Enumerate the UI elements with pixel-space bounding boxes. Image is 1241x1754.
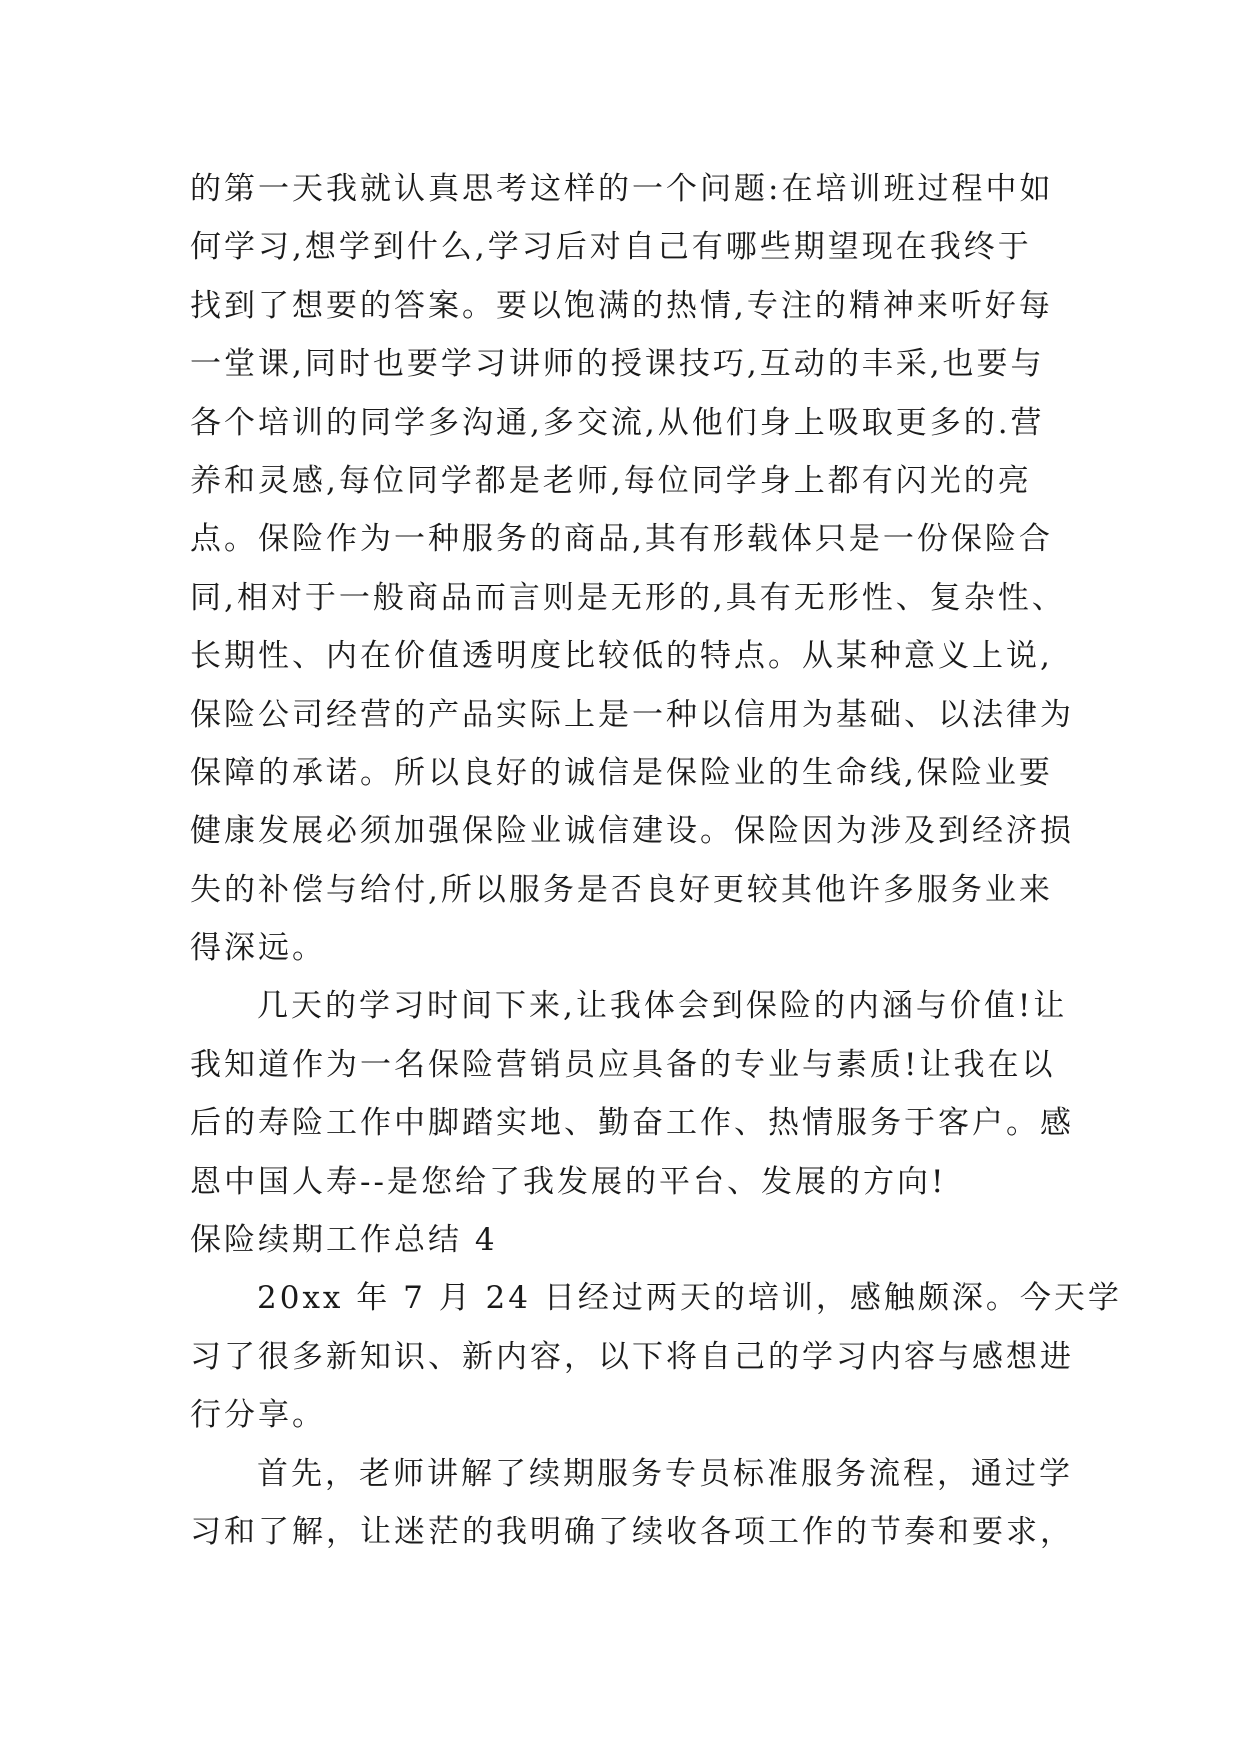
document-body (190, 160, 1122, 1561)
text-line: 何学习,想学到什么,学习后对自己有哪些期望现在我终于 (190, 229, 1032, 266)
text-line: 保险公司经营的产品实际上是一种以信用为基础、以法律为 (190, 696, 1074, 733)
text-line: 习和了解，让迷茫的我明确了续收各项工作的节奏和要求， (190, 1513, 1074, 1550)
text-line: 失的补偿与给付,所以服务是否良好更较其他许多服务业来 (190, 871, 1053, 908)
text-line: 行分享。 (190, 1397, 326, 1434)
text-line: 的第一天我就认真思考这样的一个问题:在培训班过程中如 (190, 171, 1054, 207)
paragraph-first-line: 20xx 年 7 月 24 日经过两天的培训，感触颇深。今天学 (257, 1280, 1122, 1317)
section-heading: 保险续期工作总结 4 (190, 1222, 498, 1259)
paragraph-first-line: 几天的学习时间下来,让我体会到保险的内涵与价值!让 (257, 988, 1068, 1025)
text-line: 后的寿险工作中脚踏实地、勤奋工作、热情服务于客户。感 (190, 1105, 1074, 1142)
text-line: 我知道作为一名保险营销员应具备的专业与素质!让我在以 (190, 1046, 1056, 1083)
text-line: 点。保险作为一种服务的商品,其有形载体只是一份保险合 (190, 521, 1053, 558)
text-line: 找到了想要的答案。要以饱满的热情,专注的精神来听好每 (190, 287, 1053, 324)
text-line: 各个培训的同学多沟通,多交流,从他们身上吸取更多的.营 (190, 404, 1045, 441)
text-line: 健康发展必须加强保险业诚信建设。保险因为涉及到经济损 (190, 813, 1074, 850)
text-line: 保障的承诺。所以良好的诚信是保险业的生命线,保险业要 (190, 754, 1053, 791)
text-line: 恩中国人寿--是您给了我发展的平台、发展的方向! (190, 1163, 947, 1200)
text-line: 习了很多新知识、新内容，以下将自己的学习内容与感想进 (190, 1338, 1074, 1375)
text-line: 得深远。 (190, 930, 326, 967)
text-line: 养和灵感,每位同学都是老师,每位同学身上都有闪光的亮 (190, 462, 1032, 499)
paragraph-first-line: 首先，老师讲解了续期服务专员标准服务流程，通过学 (257, 1455, 1073, 1492)
text-line: 一堂课,同时也要学习讲师的授课技巧,互动的丰采,也要与 (190, 346, 1045, 383)
text-line: 长期性、内在价值透明度比较低的特点。从某种意义上说, (190, 638, 1053, 675)
text-line: 同,相对于一般商品而言则是无形的,具有无形性、复杂性、 (190, 579, 1066, 616)
